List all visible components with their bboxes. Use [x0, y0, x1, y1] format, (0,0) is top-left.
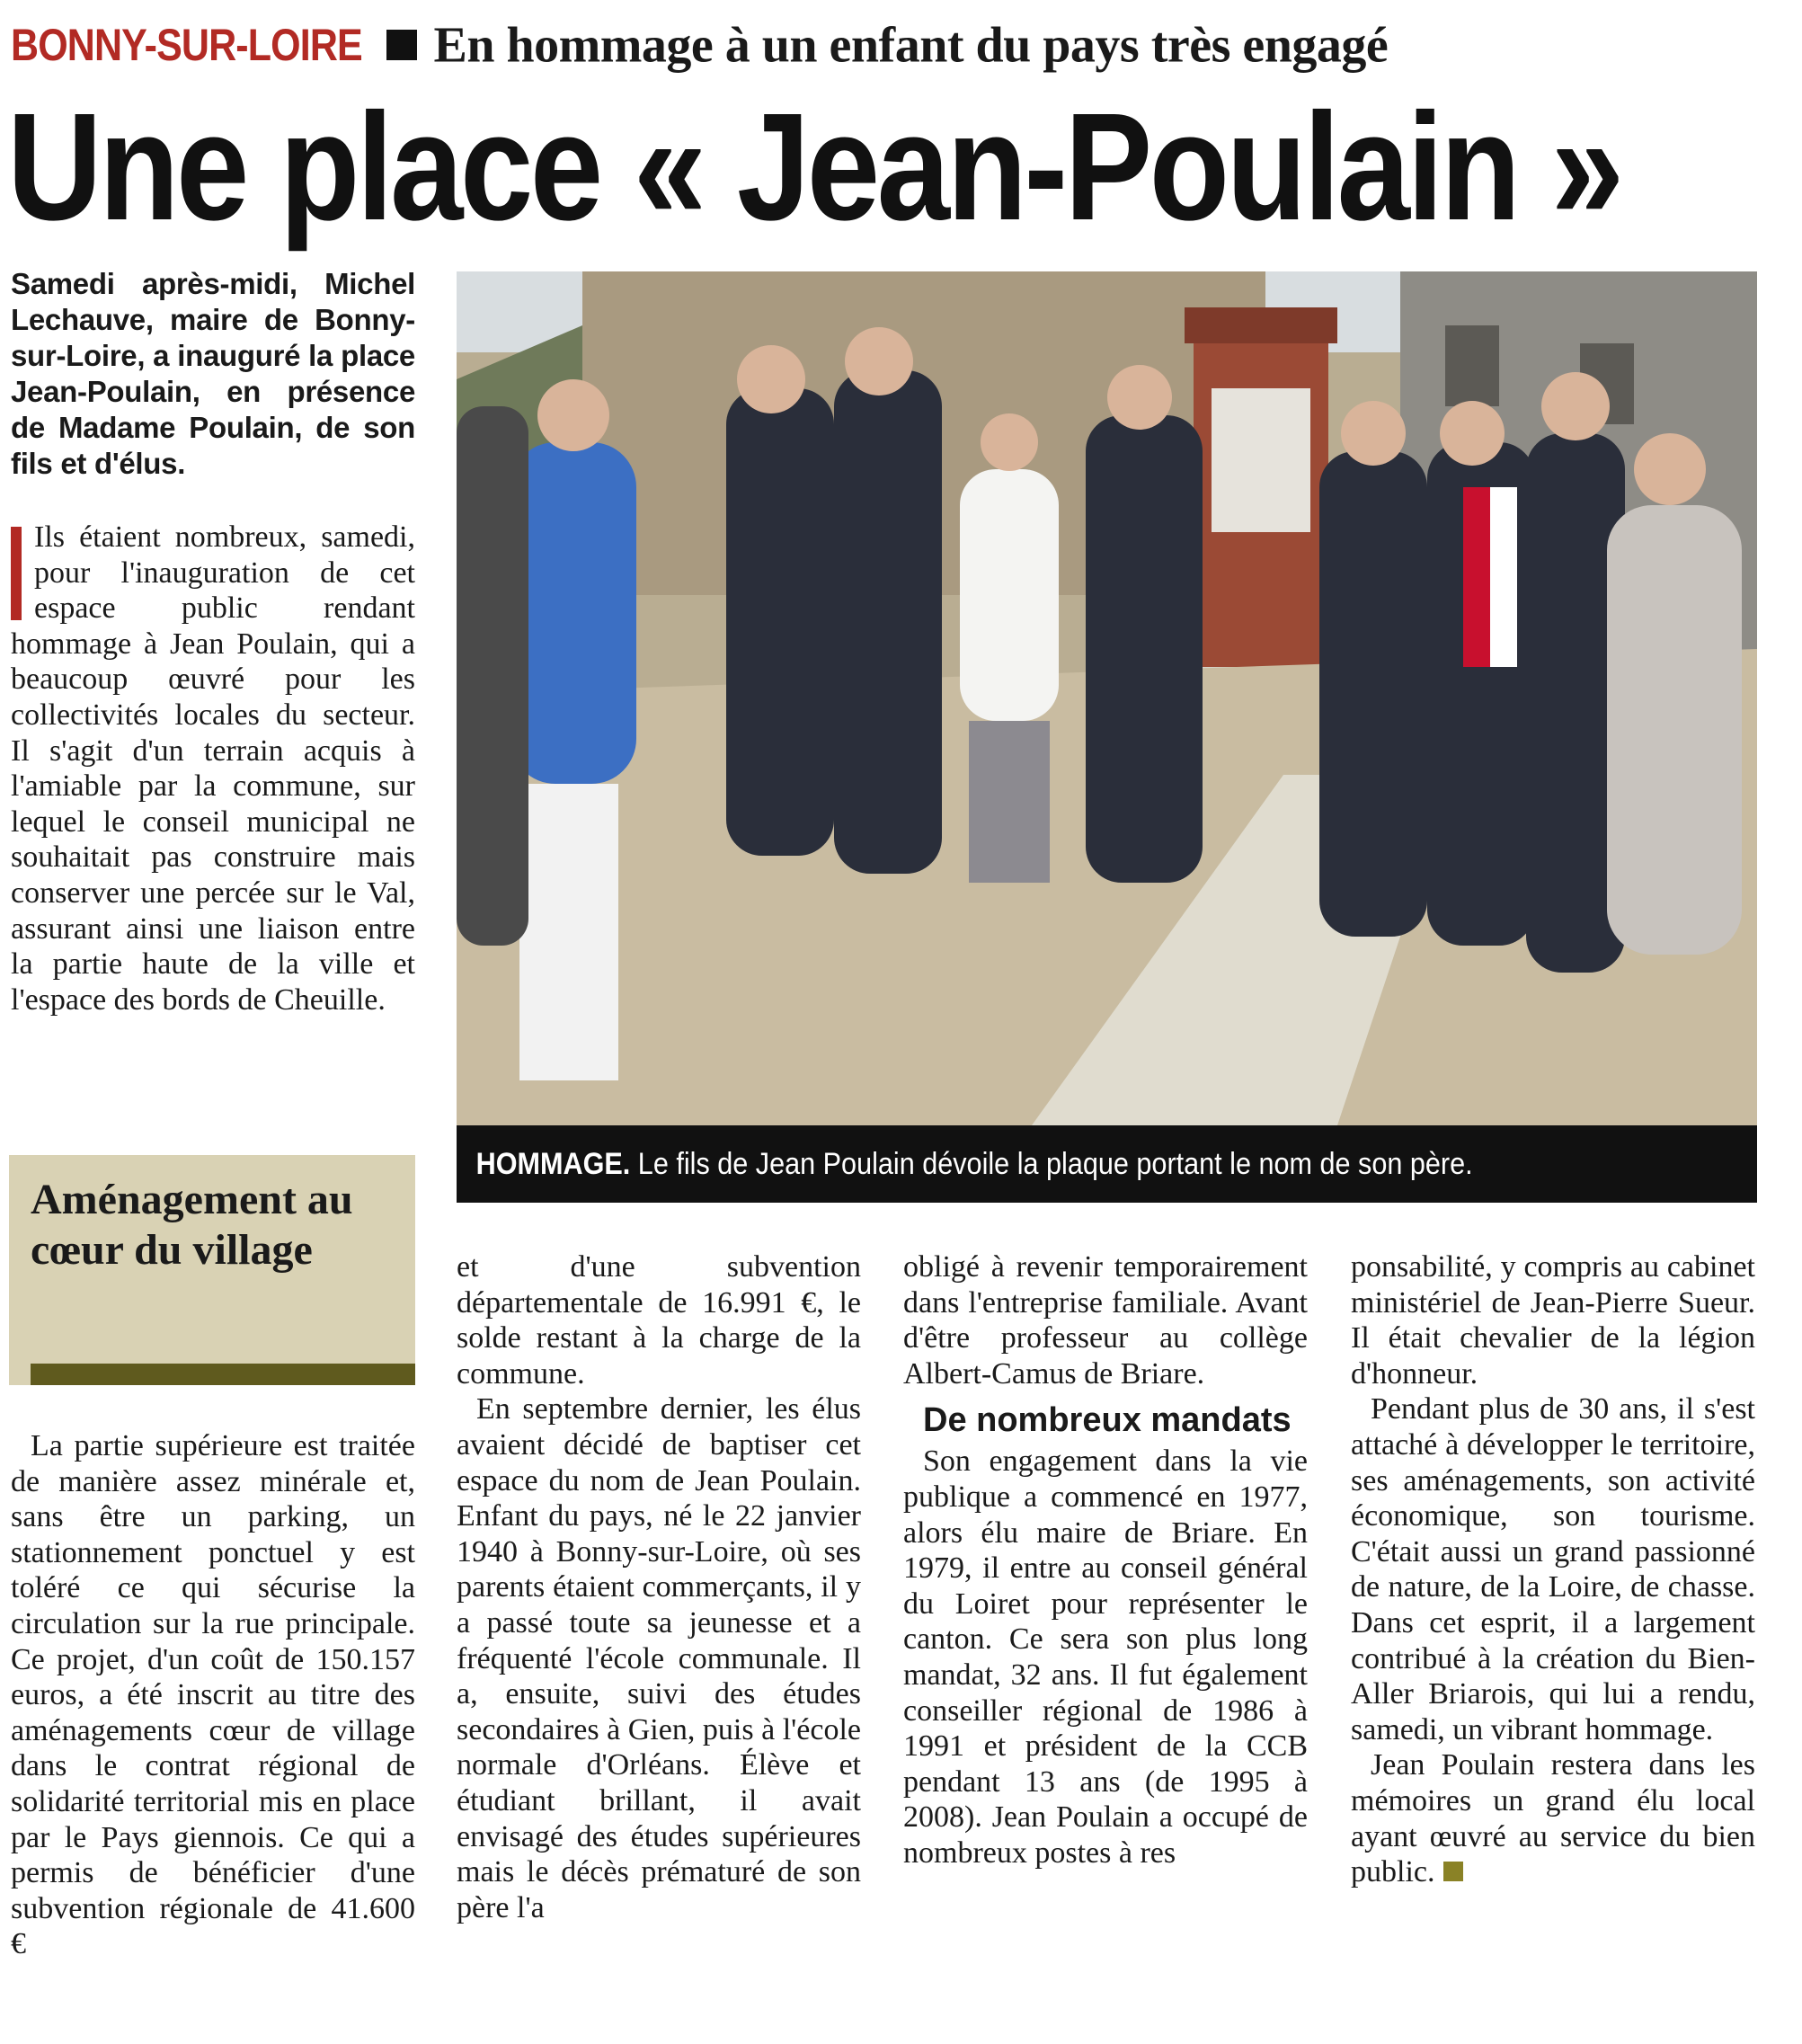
section-box-title: Aménagement au cœur du village	[31, 1176, 353, 1274]
body-paragraph-cont: et d'une subvention départementale de 16.991 €, le solde restant à la charge de la commune.	[457, 1250, 861, 1391]
dropcap-bar	[11, 527, 22, 620]
body-paragraph-cont: ponsabilité, y compris au cabinet ministériel de Jean-Pierre Sueur. Il était chevalier de la légion d'honneur.	[1351, 1250, 1755, 1391]
intro-paragraph: Ils étaient nombreux, samedi, pour l'inauguration de cet espace public rendant hommage à Jean Poulain, qui a beaucoup œuvré pour les collectivités locales du secteur. Il s'agit d'un terrain acquis à l'amiable par la commune, sur lequel le conseil municipal ne souhaitait pas construire mais conserver une percée sur le Val, assurant ainsi une liaison entre la partie haute de la ville et l'espace des bords de Cheuille.	[11, 520, 415, 1017]
body-paragraph: En septembre dernier, les élus avaient décidé de baptiser cet espace du nom de Jean Poulain. Enfant du pays, né le 22 janvier 1940 à Bonny-sur-Loire, où ses parents étaient commerçants, il y a passé toute sa jeunesse et a fréquenté l'école communale. Il a, ensuite, suivi des études secondaires à Gien, puis à l'école normale d'Orléans. Élève et étudiant brillant, il avait envisagé des études supérieures mais le décès prématuré de son père l'a	[457, 1392, 861, 1924]
body-paragraph-cont: obligé à revenir temporairement dans l'entreprise familiale. Avant d'être professeur au collège Albert-Camus de Briare.	[903, 1250, 1308, 1391]
kicker	[11, 16, 1790, 74]
column-3	[903, 1249, 1308, 1871]
kicker-place: BONNY-SUR-LOIRE	[11, 20, 362, 71]
photo-inauguration	[457, 271, 1757, 1125]
body-paragraph: Son engagement dans la vie publique a commencé en 1977, alors élu maire de Briare. En 1979, il entre au conseil général du Loiret pour représenter le canton. Ce sera son plus long mandat, 32 ans. Il fut également conseiller régional de 1986 à 1991 et président de la CCB pendant 13 ans (de 1995 à 2008). Jean Poulain a occupé de nombreux postes à res	[903, 1444, 1308, 1870]
end-mark-icon	[1443, 1862, 1463, 1881]
column-4	[1351, 1249, 1755, 1890]
lead-paragraph: Samedi après-midi, Michel Lechauve, maire de Bonny-sur-Loire, a inauguré la place Jean-Poulain, en présence de Madame Poulain, de son fils et d'élus.	[11, 267, 415, 480]
body-paragraph: Pendant plus de 30 ans, il s'est attaché à développer le territoire, ses aménagements, son activité économique, son tourisme. C'était aussi un grand passionné de nature, de la Loire, de chasse. Dans cet esprit, il a largement contribué à la création du Bien-Aller Briarois, qui lui a rendu, samedi, un vibrant hommage.	[1351, 1392, 1755, 1746]
column-2	[457, 1249, 861, 1925]
kicker-subtitle: En hommage à un enfant du pays très engagé	[433, 17, 1389, 74]
column-1-body	[11, 1428, 415, 1962]
headline: Une place « Jean-Poulain »	[7, 82, 1621, 253]
photo-caption	[457, 1125, 1757, 1203]
body-paragraph: La partie supérieure est traitée de manière assez minérale et, sans être un parking, un stationnement ponctuel y est toléré ce qui sécurise la circulation sur la rue principale. Ce projet, d'un coût de 150.157 euros, a été inscrit au titre des aménagements cœur de village dans le contrat régional de solidarité territorial mis en place par le Pays giennois. Ce qui a permis de bénéficier d'une subvention régionale de 41.600 €	[11, 1429, 415, 1961]
photo-illustration	[457, 271, 1757, 1125]
body-paragraph-last	[1351, 1747, 1755, 1889]
kicker-square-icon	[386, 30, 417, 60]
section-box-rule	[31, 1364, 415, 1385]
section-box	[9, 1155, 415, 1385]
subheading: De nombreux mandats	[923, 1401, 1292, 1440]
closing-text: Jean Poulain restera dans les mémoires un grand élu local ayant œuvré au service du bien public.	[1351, 1748, 1755, 1889]
caption-label: HOMMAGE.	[475, 1147, 631, 1181]
column-1-intro	[11, 520, 415, 1018]
caption-text: Le fils de Jean Poulain dévoile la plaque portant le nom de son père.	[637, 1147, 1473, 1181]
